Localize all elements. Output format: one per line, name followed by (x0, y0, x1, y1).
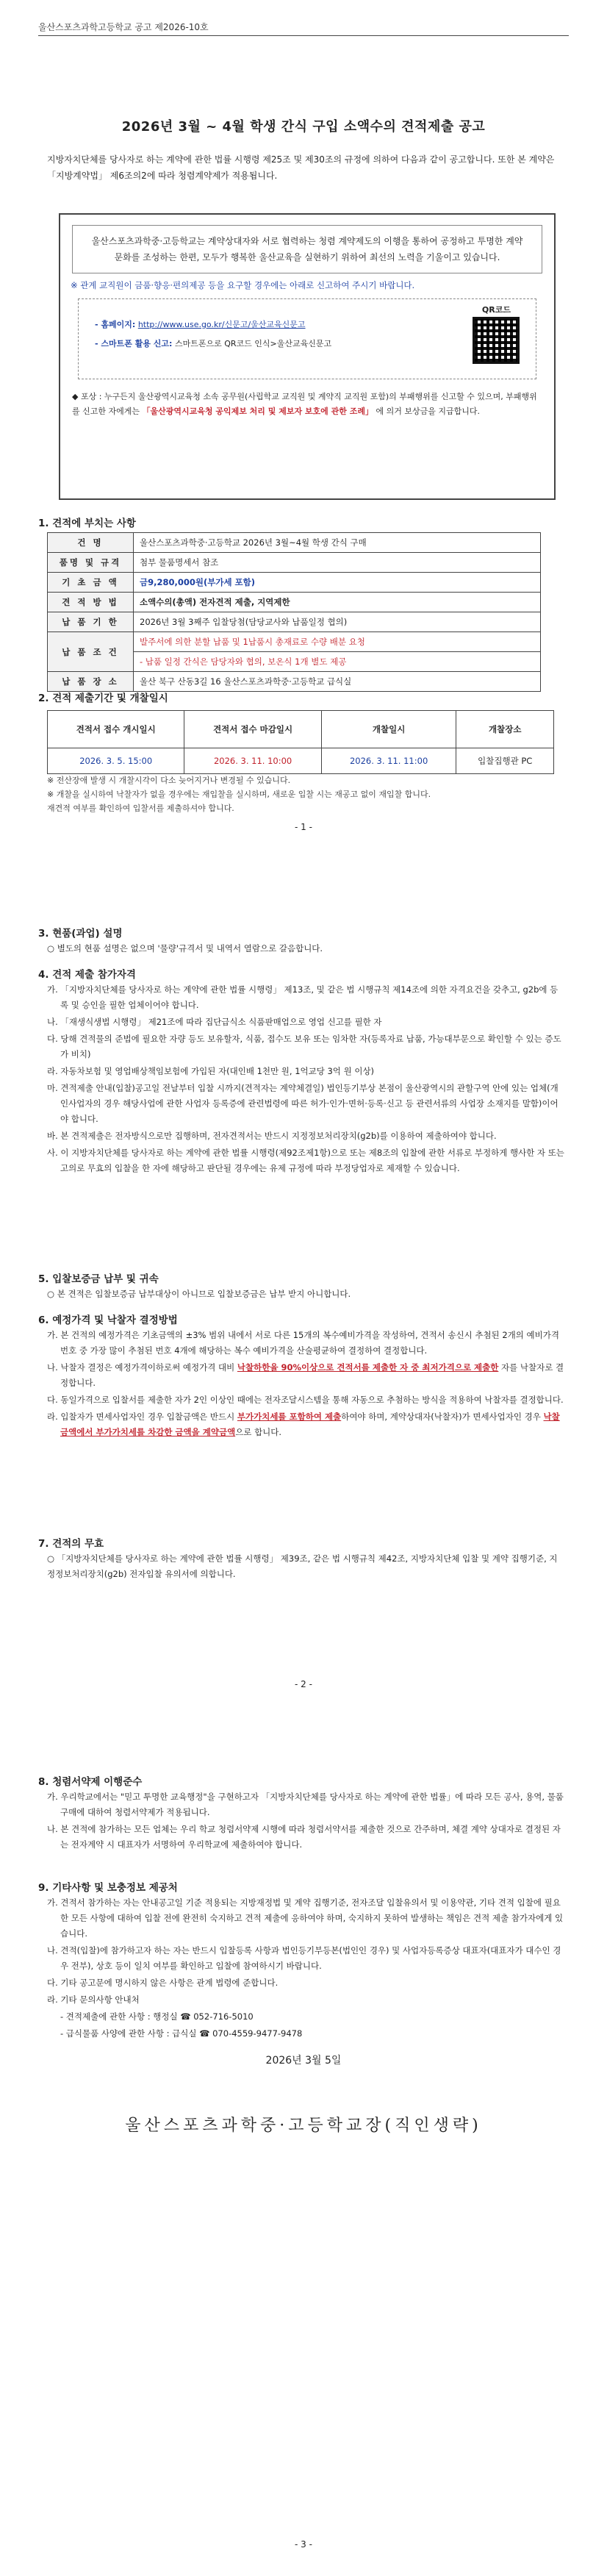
bid-info-table (47, 532, 541, 692)
note-line: ※ 전산장애 발생 시 개찰시각이 다소 늦어지거나 변경될 수 있습니다. (47, 776, 291, 785)
integrity-message: 울산스포츠과학중·고등학교는 계약상대자와 서로 협력하는 청렴 계약제도의 이행을 통하여 공정하고 투명한 계약 문화를 조성하는 한편, 모두가 행복한 울산교육을 실현하기 위하여 최선의 노력을 기울이고 있습니다. (72, 225, 542, 273)
qr-code-icon (473, 317, 520, 364)
text-run: 나. 낙찰자 결정은 예정가격이하로써 예정가격 대비 (47, 1362, 237, 1373)
page-2 (0, 859, 607, 1717)
cell-open-time: 2026. 3. 5. 15:00 (48, 748, 184, 774)
header-cell: 개찰일시 (321, 711, 456, 748)
row-value: 울산스포츠과학중·고등학교 2026년 3월~4월 학생 간식 구매 (134, 533, 541, 553)
row-key: 품명 및 규격 (48, 553, 134, 573)
section-6-body (47, 1328, 564, 1442)
reward-note-b: 「울산광역시교육청 공익제보 처리 및 제보자 보호에 관한 조례」 (142, 407, 373, 416)
row-key: 납 품 장 소 (48, 672, 134, 692)
reward-note-a: ◆ 포상 : 누구든지 울산광역시교육청 소속 공무원(사립학교 교직원 및 계약직 교직원 포함)의 부패행위를 신고할 수 있으며, 부패행위를 신고한 자에게는 (72, 392, 537, 416)
list-item: 다. 당해 견적물의 준법에 필요한 자량 등도 보유할자, 식품, 접수도 보유 또는 임차한 자(등록자료 납품, 가능대부문으로 확인할 수 있는 증도가 비치) (47, 1034, 561, 1059)
contact-line: - 견적제출에 관한 사항 : 행정실 ☎ 052-716-5010 (60, 2011, 254, 2022)
row-value: 2026년 3월 3째주 입찰당첨(담당교사와 납품일정 협의) (134, 612, 541, 632)
report-homepage-link[interactable]: http://www.use.go.kr/신문고/울산교육신문고 (137, 320, 306, 329)
row-value: 울산 북구 산동3길 16 울산스포츠과학중·고등학교 급식실 (134, 672, 541, 692)
text-run: 으로 합니다. (235, 1427, 282, 1437)
list-item: 가. 견적서 참가하는 자는 안내공고일 기준 적용되는 지방재정법 및 계약 집행기준, 전자조달 입찰유의서 및 이용약관, 기타 견적 입찰에 필요한 모든 사항에 대하여 입찰 전에 완전히 숙지하고 견적 제출에 응하여야 하며, 숙지하지 못하여 발생하는 책임은 견적 제출 참가자에게 있습니다. (47, 1897, 564, 1939)
list-item (47, 1360, 564, 1391)
report-smartphone-label: - 스마트폰 활용 신고: (95, 339, 173, 348)
reward-note (72, 390, 542, 419)
section-2-title: 2. 견적 제출기간 및 개찰일시 (38, 693, 168, 704)
table-row (48, 593, 541, 612)
report-smartphone (95, 337, 331, 349)
note-line: ※ 개찰을 실시하여 낙찰자가 없을 경우에는 재입찰을 실시하며, 새로운 입찰 시는 재공고 없이 재입찰 합니다. (47, 790, 431, 799)
header-cell: 견적서 접수 마감일시 (184, 711, 321, 748)
list-item: 가. 본 건적의 예정가격은 기초금액의 ±3% 범위 내에서 서로 다른 15개의 복수예비가격을 작성하여, 견적서 송신시 추첨된 2개의 예비가격 번호 중 가장 많이 추첨된 번호 4개에 해당하는 복수 예비가격을 산술평균하여 결정하여 결정합니다. (47, 1330, 559, 1356)
list-item: 사. 이 지방자치단체를 당사자로 하는 계약에 관한 법률 시행령(제92조제1항)으로 또는 제8조의 입찰에 관한 서류로 부정하게 행사한 자 또는 고의로 무효의 입찰을 한 자에 해당하고 판단될 경우에는 유제 규정에 따라 부정당업자로 제재할 수 있습니다. (47, 1148, 564, 1173)
integrity-report-notice: ※ 관계 교직원이 금품·향응·편의제공 등을 요구할 경우에는 아래로 신고하여 주시기 바랍니다. (71, 280, 415, 290)
table-row (48, 533, 541, 553)
report-channels (78, 298, 536, 379)
list-item: 나. 「재생식생법 시행령」 제21조에 따라 집단급식소 식품판매업으로 영업 신고를 필한 자 (47, 1017, 382, 1027)
row-value: 첨부 물품명세서 참조 (134, 553, 541, 573)
page-number: - 1 - (295, 822, 312, 832)
text-run-emphasis: 낙찰금액에서 부가가치세를 차감한 금액을 계약금액 (60, 1412, 560, 1437)
section-7-title: 7. 견적의 무효 (38, 1538, 104, 1550)
contact-line: - 급식물품 사양에 관한 사항 : 급식실 ☎ 070-4559-9477-9478 (60, 2028, 303, 2039)
notice-title: 2026년 3월 ~ 4월 학생 간식 구입 소액수의 견적제출 공고 (121, 119, 486, 135)
cell-opening-time: 2026. 3. 11. 11:00 (321, 748, 456, 774)
section-5-title: 5. 입찰보증금 납부 및 귀속 (38, 1273, 159, 1285)
header-cell: 견적서 접수 개시일시 (48, 711, 184, 748)
note-line: 재견적 여부를 확인하여 입찰서를 제출하셔야 합니다. (47, 804, 234, 813)
schedule-table (47, 710, 554, 774)
section-4-body (47, 982, 564, 1178)
notice-number: 울산스포츠과학고등학교 공고 제2026-10호 (38, 22, 209, 32)
schedule-notes (47, 773, 566, 815)
list-item: 마. 견적제출 안내(입찰)공고일 전날부터 입찰 시까지(견적자는 계약체결일) 법인등기부상 본점이 울산광역시의 관할구역 안에 있는 업체(개인사업자의 경우 해당사업에 관한 사업자 등록증에 관련법령에 따른 허가·인가·면허·등록·신고 등 관련서류의 사업장 소재지를 말함)이어야 합니다. (47, 1083, 558, 1124)
list-item: 가. 「지방자치단체를 당사자로 하는 계약에 관한 법률 시행령」 제13조, 및 같은 법 시행규칙 제14조에 의한 자격요건을 갖추고, g2b에 등록 및 승인을 필한 업체이어야 합니다. (47, 984, 558, 1010)
text-run-emphasis: 낙찰하한율 90%이상으로 견적서를 제출한 자 중 최저가격으로 제출한 (237, 1362, 499, 1373)
report-smartphone-value: 스마트폰으로 QR코드 인식>울산교육신문고 (174, 339, 332, 348)
text-run-emphasis: 부가가치세를 포함하여 제출 (237, 1412, 342, 1422)
list-item: 가. 우리학교에서는 "믿고 투명한 교육행정"을 구현하고자 「지방자치단체를 당사자로 하는 계약에 관한 법률」에 따라 모든 공사, 용역, 물품 구매에 대하여 청렴서약제가 적용됩니다. (47, 1792, 564, 1817)
table-row (48, 748, 554, 774)
row-value-base-amount: 금9,280,000원(부가세 포함) (134, 573, 541, 593)
table-header-row (48, 711, 554, 748)
page-3 (0, 1717, 607, 2576)
section-7-body: ○ 「지방자치단체를 당사자로 하는 계약에 관한 법률 시행령」 제39조, 같은 법 시행규칙 제42조, 지방자치단체 입찰 및 계약 집행기준, 지정정보처리장치(g2b) 전자입찰 유의서에 의합니다. (47, 1553, 558, 1579)
notice-date: 2026년 3월 5일 (265, 2055, 342, 2067)
integrity-box (59, 213, 556, 500)
row-value: 발주서에 의한 분할 납품 및 1납품시 총재료로 수량 배분 요청 (134, 632, 541, 652)
list-item: 라. 자동차보험 및 영업배상책임보험에 가입된 자(대인배 1천만 원, 1억교당 3억 원 이상) (47, 1066, 375, 1076)
text-run: 하여야 하며, 계약상대자(낙찰자)가 면세사업자인 경우 (341, 1412, 544, 1422)
cell-opening-place: 입찰집행관 PC (456, 748, 554, 774)
qr-label: QR코드 (481, 305, 511, 315)
header-rule (38, 35, 569, 36)
section-8-body (47, 1789, 564, 1854)
list-item: 다. 기타 공고문에 명시하지 않은 사항은 관계 법령에 준합니다. (47, 1978, 279, 1988)
row-key: 기 초 금 액 (48, 573, 134, 593)
section-3-body: ○ 별도의 현품 설명은 없으며 '물량'규격서 및 내역서 열람으로 갈음합니다. (47, 943, 323, 954)
page-number: - 3 - (295, 2539, 312, 2550)
cell-close-time: 2026. 3. 11. 10:00 (184, 748, 321, 774)
section-3-title: 3. 현품(과업) 설명 (38, 928, 123, 940)
text-run: 자를 낙찰자로 결정합니다. (60, 1362, 564, 1388)
intro-paragraph: 지방자치단체를 당사자로 하는 계약에 관한 법률 시행령 제25조 및 제30조의 규정에 의하여 다음과 같이 공고합니다. 또한 본 계약은 「지방계약법」 제6조의2에 따라 청렴계약제가 적용됩니다. (47, 154, 555, 181)
row-key: 견 적 방 법 (48, 593, 134, 612)
row-value: - 납품 일정 간식은 담당자와 협의, 보온식 1개 별도 제공 (134, 652, 541, 672)
page-number: - 2 - (295, 1679, 312, 1689)
section-9-body (47, 1895, 564, 2043)
header-cell: 개찰장소 (456, 711, 554, 748)
row-key: 납 품 조 건 (48, 632, 134, 672)
table-row (48, 632, 541, 652)
list-item: 라. 기타 문의사항 안내처 (47, 1994, 140, 2005)
table-row (48, 612, 541, 632)
list-item: 나. 견적(입찰)에 참가하고자 하는 자는 반드시 입찰등록 사항과 법인등기부등본(법인인 경우) 및 사업자등록증상 대표자(대표자가 대수인 경우 전부), 상호 등이 일치 여부를 확인하고 입찰에 참여하시기 바랍니다. (47, 1945, 561, 1971)
list-item (47, 1409, 564, 1440)
row-key: 건 명 (48, 533, 134, 553)
reward-note-c: 에 의거 보상금을 지급합니다. (376, 407, 480, 416)
row-key: 납 품 기 한 (48, 612, 134, 632)
principal-signature: 울산스포츠과학중·고등학교장(직인생략) (125, 2117, 482, 2135)
section-5-body: ○ 본 견적은 입찰보증금 납부대상이 아니므로 입찰보증금은 납부 받지 아니합니다. (47, 1289, 351, 1299)
section-9-title: 9. 기타사항 및 보충정보 제공처 (38, 1882, 178, 1894)
table-row (48, 672, 541, 692)
list-item: 바. 본 견적제출은 전자방식으로만 집행하며, 전자견적서는 반드시 지정정보처리장치(g2b)를 이용하여 제출하여야 합니다. (47, 1131, 497, 1141)
table-row (48, 573, 541, 593)
list-item: 다. 동일가격으로 입찰서를 제출한 자가 2인 이상인 때에는 전자조달시스템을 통해 자동으로 추첨하는 방식을 적용하여 낙찰자를 결정합니다. (47, 1395, 564, 1405)
section-6-title: 6. 예정가격 및 낙찰자 결정방법 (38, 1314, 178, 1326)
section-4-title: 4. 견적 제출 참가자격 (38, 969, 136, 981)
list-item: 나. 본 견적에 참가하는 모든 업체는 우리 학교 청렴서약제 시행에 따라 청렴서약서를 제출한 것으로 간주하며, 체결 계약 상대자로 결정된 자는 전자계약 시 대표자가 서명하여 우리학교에 제출하여야 합니다. (47, 1824, 561, 1850)
table-row (48, 553, 541, 573)
row-value: 소액수의(총액) 전자견적 제출, 지역제한 (134, 593, 541, 612)
section-1-title: 1. 견적에 부치는 사항 (38, 518, 136, 529)
report-homepage-label: - 홈페이지: (95, 320, 136, 329)
section-8-title: 8. 청렴서약제 이행준수 (38, 1776, 143, 1788)
text-run: 라. 입찰자가 면세사업자인 경우 입찰금액은 반드시 (47, 1412, 237, 1422)
page-1 (0, 0, 607, 859)
report-homepage (95, 318, 306, 330)
